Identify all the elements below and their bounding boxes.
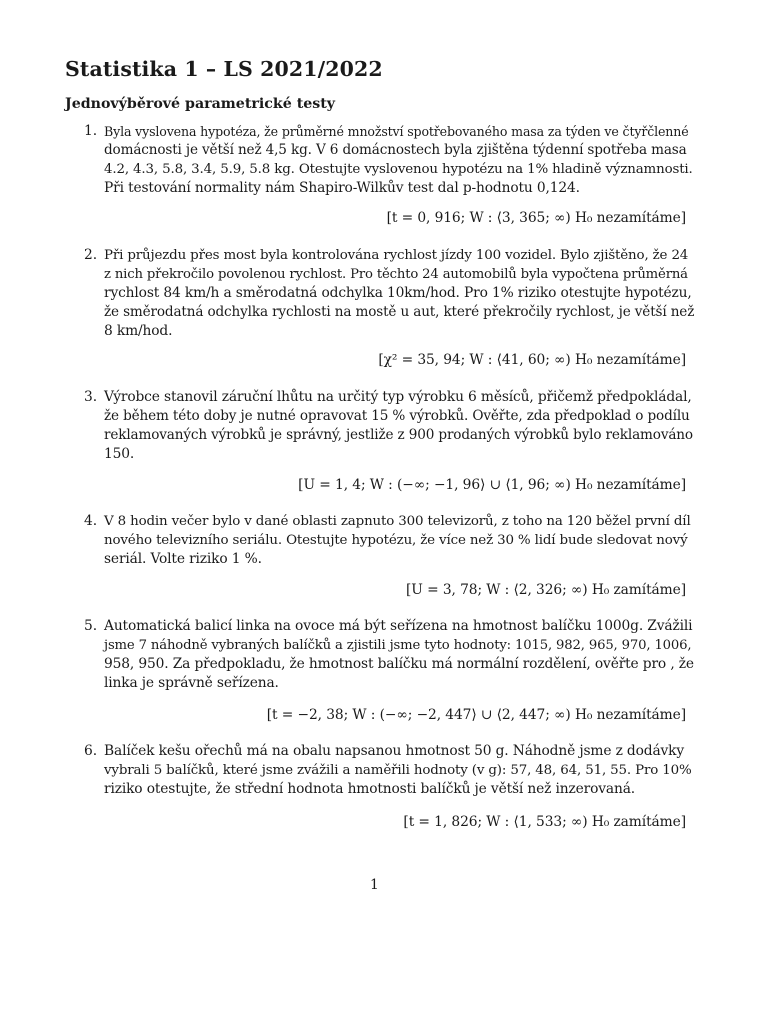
problem-text [104,742,694,799]
problem-line: Byla vyslovena hypotéza, že průměrné množství spotřebovaného masa za týden ve čtyřčlenné [104,124,689,139]
problem-number: 4. [84,513,98,529]
problem-line: riziko otestujte, že střední hodnota hmotnosti balíčků je větší než inzerovaná. [104,781,636,797]
document-title: Statistika 1 – LS 2021/2022 [65,57,383,81]
problem-number: 6. [84,743,98,759]
problem-text [104,388,694,464]
problem-line: Balíček kešu ořechů má na obalu napsanou hmotnost 50 g. Náhodně jsme z dodávky [104,743,685,759]
problem-line: že během této doby je nutné opravovat 15 % výrobků. Ověřte, zda předpoklad o podílu [104,408,690,424]
problem-line: linka je správně seřízena. [104,675,279,691]
problem-line: že směrodatná odchylka rychlosti na mostě u aut, které překročily rychlost, je větší než [104,304,695,320]
problem-5-answer: [t = −2, 38; W : (−∞; −2, 447⟩ ∪ ⟨2, 447; ∞) H₀ nezamítáme] [266,707,686,723]
problem-line: z nich překročilo povolenou rychlost. Pro těchto 24 automobilů byla vypočtena průměrná [104,267,688,282]
problem-line: reklamovaných výrobků je správný, jestliže z 900 prodaných výrobků bylo reklamováno [104,427,693,443]
problem-line: V 8 hodin večer bylo v dané oblasti zapnuto 300 televizorů, z toho na 120 běžel první díl [104,514,691,529]
page-number: 1 [370,877,379,893]
problem-line: 8 km/hod. [104,323,173,339]
problem-line: Automatická balicí linka na ovoce má být seřízena na hmotnost balíčku 1000g. Zvážili [104,618,693,634]
problem-number: 2. [84,247,98,263]
problem-line: 4.2, 4.3, 5.8, 3.4, 5.9, 5.8 kg. Otestujte vyslovenou hypotézu na 1% hladině významnosti. [104,162,693,177]
problem-line: Při průjezdu přes most byla kontrolována rychlost jízdy 100 vozidel. Bylo zjištěno, že 24 [104,248,689,263]
problem-line: jsme 7 náhodně vybraných balíčků a zjistili jsme tyto hodnoty: 1015, 982, 965, 970, 1006, [104,638,692,653]
problem-number: 1. [84,123,98,139]
problem-text [104,122,694,198]
problem-2-answer: [χ² = 35, 94; W : ⟨41, 60; ∞) H₀ nezamítáme] [378,352,686,368]
problem-line: seriál. Volte riziko 1 %. [104,551,262,567]
problem-text [104,246,694,341]
problem-3-answer: [U = 1, 4; W : (−∞; −1, 96⟩ ∪ ⟨1, 96; ∞) H₀ nezamítáme] [298,477,686,493]
problem-line: Výrobce stanovil záruční lhůtu na určitý typ výrobku 6 měsíců, přičemž předpokládal, [104,389,692,405]
problem-line: Při testování normality nám Shapiro-Wilkův test dal p-hodnotu 0,124. [104,180,580,196]
problem-line: rychlost 84 km/h a směrodatná odchylka 10km/hod. Pro 1% riziko otestujte hypotézu, [104,285,692,301]
problem-6-answer: [t = 1, 826; W : ⟨1, 533; ∞) H₀ zamítáme] [403,814,686,830]
problem-line: domácnosti je větší než 4,5 kg. V 6 domácnostech byla zjištěna týdenní spotřeba masa [104,142,687,158]
problem-line: nového televizního seriálu. Otestujte hypotézu, že více než 30 % lidí bude sledovat nový [104,533,688,548]
problem-1-answer: [t = 0, 916; W : ⟨3, 365; ∞) H₀ nezamítáme] [386,210,686,226]
problem-line: vybrali 5 balíčků, které jsme zvážili a naměřili hodnoty (v g): 57, 48, 64, 51, 55. Pro 10% [104,763,692,778]
problem-text [104,512,694,569]
section-title: Jednovýběrové parametrické testy [65,96,336,112]
problem-number: 3. [84,389,98,405]
problem-line: 150. [104,446,135,462]
problem-text [104,617,694,693]
problem-number: 5. [84,618,98,634]
problem-4-answer: [U = 3, 78; W : ⟨2, 326; ∞) H₀ zamítáme] [406,582,686,598]
problem-line: 958, 950. Za předpokladu, že hmotnost balíčku má normální rozdělení, ověřte pro , že [104,656,694,672]
